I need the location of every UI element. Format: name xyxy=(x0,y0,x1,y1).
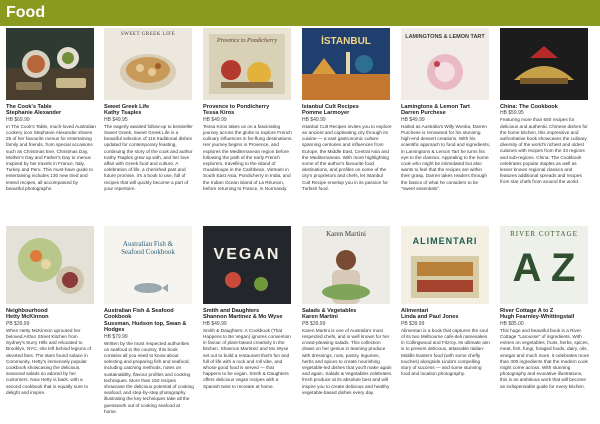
book-cover[interactable] xyxy=(203,28,291,100)
book-price: HB $49.99 xyxy=(401,116,425,123)
book-price: HB $49.99 xyxy=(203,116,227,123)
book-cover[interactable] xyxy=(401,28,489,100)
book-description: Karen Martini is one of Australia's most respected chefs, and is well known for her crowd-pleasing salads. This collection draws on her genius in teaming produce with dressings, nuts, pastry, legumes, herbs and spices to create nourishing vegetable-led dishes that you'll make again and again. Salads & Vegetables celebrates fresh produce at its absolute best and will inspire you to create delicious and healthy vegetable-based dishes every day. xyxy=(302,327,392,395)
book-title[interactable]: Salads & Vegetables xyxy=(302,308,357,314)
book-title[interactable]: Australian Fish & Seafood Cookbook xyxy=(104,308,174,321)
book-price: HB $49.95 xyxy=(104,116,128,123)
cover-title: SWEET GREEK LIFE xyxy=(120,32,176,37)
book-description: Alimentari is a book that captures the soul of its two Melbourne cafe-deli namesakes in Collingwood and Fitzroy. Its ultimate aim is to present delicious, attainable Italian-Middle Eastern food (with some chefly touches) alongside Linda's compelling story of success — and some stunning food and location photography. xyxy=(401,327,490,377)
book-author: Sussman, Hudson top, Swan & Hodges xyxy=(104,320,187,334)
book-price: PB $39.99 xyxy=(401,320,425,327)
book-description: Featuring more than 650 recipes for delicious and authentic Chinese dishes for the home kitchen, this impressive and authoritative book showcases the culinary diversity of the world's richest and oldest cuisines with recipes from the 33 regions and sub-regions. China: The Cookbook celebrates popular staples as well as lesser known regional classics and features additional spreads and recipes from star chefs from around the world. xyxy=(500,117,588,185)
book-cover[interactable] xyxy=(500,28,588,100)
book-title[interactable]: Istanbul Cult Recipes xyxy=(302,104,359,110)
alimentari-cover-image xyxy=(401,226,489,304)
cover-title-big: A Z xyxy=(512,246,576,290)
book-price: HB $85.00 xyxy=(500,320,524,327)
smith-daughters-cover-image xyxy=(203,226,291,304)
book-cover[interactable] xyxy=(6,226,94,304)
neighbourhood-cover-image xyxy=(6,226,94,304)
china-cookbook-cover-image xyxy=(500,28,588,100)
book-price: HB $49.99 xyxy=(302,116,326,123)
book-price: HB $79.99 xyxy=(104,333,128,340)
section-header xyxy=(0,0,600,26)
cover-title: Karen Martini xyxy=(326,230,366,238)
book-author: Tessa Kiros xyxy=(203,110,235,117)
cover-title-top: RIVER COTTAGE xyxy=(510,230,578,238)
cover-title: ALIMENTARI xyxy=(412,236,478,246)
book-title[interactable]: Lamingtons & Lemon Tart xyxy=(401,104,470,110)
book-author: Kathy Tsaples xyxy=(104,110,142,117)
book-item[interactable] xyxy=(6,28,96,192)
book-description: In The Cook's Table, much-loved Australian cookery icon Stephanie Alexander shares 25 of her favourite menus for entertaining family and friends, from special occasions such as Christmas Eve, Christmas Day, Mother's Day and Father's Day to menus inspired by her travels in France, Italy, Turkey and Peru. This must-have guide to entertaining includes 130 new tried and tested recipes, all accompanied by beautiful photographs. xyxy=(6,123,96,191)
fish-cover-image xyxy=(104,226,192,304)
book-description: The eagerly awaited follow-up to bestseller Sweet Greek, Sweet Greek Life is a beautiful selection of 116 traditional dishes updated for contemporary feasting, continuing the story of the cook and author Kathy Tsaples grew up with, and her love affair with Greek food and culture. A celebration of life, a cherished past and future promise, it's a book to use, full of recipes that will quickly become a part of your repertoire. xyxy=(104,123,193,191)
cover-title: Australian Fish & Seafood Cookbook xyxy=(121,240,175,256)
cover-title: Provence to Pondicherry xyxy=(216,38,278,44)
book-price: HB $49.99 xyxy=(203,320,227,327)
book-item[interactable] xyxy=(104,28,194,192)
book-item[interactable] xyxy=(401,226,491,377)
cover-title: VEGAN xyxy=(213,246,281,263)
book-cover[interactable] xyxy=(203,226,291,304)
cover-title: LAMINGTONS & LEMON TART xyxy=(405,34,485,40)
book-description: This huge and beautiful book is a River Cottage "Larousse" of ingredients. With entries on vegetables, fruits, herbs, spices, meat, fish, fungi, foraged foods, dairy, oils, vinegar and much more, it celebrates more than 300 ingredients that the modern cook might come across. With stunning photography and evocative illustrations, this is an ambitious work that will become an indispensable guide for every kitchen. xyxy=(500,327,590,389)
cooks-table-cover-image xyxy=(6,28,94,100)
book-author: Shannon Martinez & Mo Wyse xyxy=(203,314,283,321)
book-item[interactable] xyxy=(104,226,194,415)
book-cover[interactable] xyxy=(6,28,94,100)
book-title[interactable]: Smith and Daughters xyxy=(203,308,260,314)
book-cover[interactable] xyxy=(500,226,588,304)
sweet-greek-life-cover-image xyxy=(104,28,192,100)
book-item[interactable] xyxy=(302,28,392,192)
book-price: PB $39.99 xyxy=(302,320,326,327)
book-author: Darren Purchese xyxy=(401,110,446,117)
cover-title: İSTANBUL xyxy=(321,36,371,47)
book-item[interactable] xyxy=(203,28,293,192)
book-author: Pomme Larmoyer xyxy=(302,110,350,117)
book-description: When Hetty McKinnon uprooted her beloved Arthur Street Kitchen from Sydney's Surry Hills and relocated to Brooklyn, NYC, she left behind legions of devoted fans. The stars found solace in Community, Hetty's immensely popular cookbook showcasing the delicious, seasonal salads so adored by her customers. Now Hetty is back, with a second cookbook that is equally sure to delight and inspire. xyxy=(6,327,92,395)
book-author: Karen Martini xyxy=(302,314,338,321)
book-author: Stephanie Alexander xyxy=(6,110,62,117)
book-cover[interactable] xyxy=(302,226,390,304)
book-item[interactable] xyxy=(500,28,590,186)
salads-cover-image xyxy=(302,226,390,304)
book-price: HB $59.95 xyxy=(500,110,524,117)
book-title[interactable]: River Cottage A to Z xyxy=(500,308,554,314)
book-price: PB $39.99 xyxy=(6,320,30,327)
book-item[interactable] xyxy=(203,226,293,390)
book-item[interactable] xyxy=(401,28,491,192)
book-description: Hailed as Australia's Willy Wonka, Darren Purchese is renowned for his stunning high-end dessert creations. With his scientific approach to food and ingredients, in Lamingtons & Lemon Tart he turns his eye to the classics. Appealing to the home cook who might be intimidated but also wants to feel that the recipes are within their grasp, Darren takes readers through the basics of what he considers to be "sweet essentials". xyxy=(401,123,491,191)
book-title[interactable]: Provence to Pondicherry xyxy=(203,104,270,110)
book-price: HB $69.99 xyxy=(6,116,30,123)
book-description: Written by the most respected authorities on seafood in the country, this book contains all you need to know about selecting and preparing fish and seafood, including catching methods, notes on sustainability, flavour profiles and cooking techniques. More than 150 recipes showcase the delicious potential of cooking seafood, and step-by-step photography illustrating the key techniques take all the guesswork out of cooking seafood at home. xyxy=(104,340,194,414)
book-description: Tessa Kiros takes us on a fascinating journey across the globe to explore French culinary influences in far-flung destinations. Her journey begins in Provence, and explores the Mediterranean region before following the path of the early French explorers, travelling to the island of Guadeloupe in the Caribbean, Vietnam in South East Asia, Pondicherry in India, and the Indian Ocean island of La Réunion, before returning to France, in Normandy. xyxy=(203,123,293,191)
book-cover[interactable] xyxy=(401,226,489,304)
book-item[interactable] xyxy=(302,226,392,396)
book-title[interactable]: China: The Cookbook xyxy=(500,104,558,110)
book-author: Hugh Fearnley-Whittingstall xyxy=(500,314,575,321)
section-title: Food xyxy=(6,4,46,21)
book-item[interactable] xyxy=(6,226,96,396)
book-author: Linda and Paul Jones xyxy=(401,314,459,321)
book-cover[interactable] xyxy=(104,226,192,304)
book-title[interactable]: Neighbourhood xyxy=(6,308,48,314)
book-title[interactable]: Sweet Greek Life xyxy=(104,104,150,110)
book-title[interactable]: Alimentari xyxy=(401,308,429,314)
book-item[interactable] xyxy=(500,226,590,390)
book-cover[interactable] xyxy=(104,28,192,100)
book-cover[interactable] xyxy=(302,28,390,100)
book-description: Smith & Daughters: A Cookbook (That Happens to Be Vegan) ignores convention in favour of plant-based creativity in the kitchen. Shannon Martinez and Mo Wyse set out to build a restaurant that's fun and full of life with a rock and roll vibe, and whose good food is served — that happens to be vegan. Smith & Daughters offers delicious vegan recipes with a Spanish twist to recreate at home. xyxy=(203,327,291,389)
book-author: Hetty McKinnon xyxy=(6,314,49,321)
book-description: Istanbul Cult Recipes invites you to explore an ancient and captivating city through its cuisine — a vast gastronomic culture spanning centuries and influences from Europe, the Middle East, Central Asia and the Mediterranean. With more highlighting some of the author's favourite food destinations, and profiles on some of the city's proprietors and chefs, let Istanbul Cult Recipe envelop you in its passion for Turkish food. xyxy=(302,123,392,191)
book-title[interactable]: The Cook's Table xyxy=(6,104,52,110)
